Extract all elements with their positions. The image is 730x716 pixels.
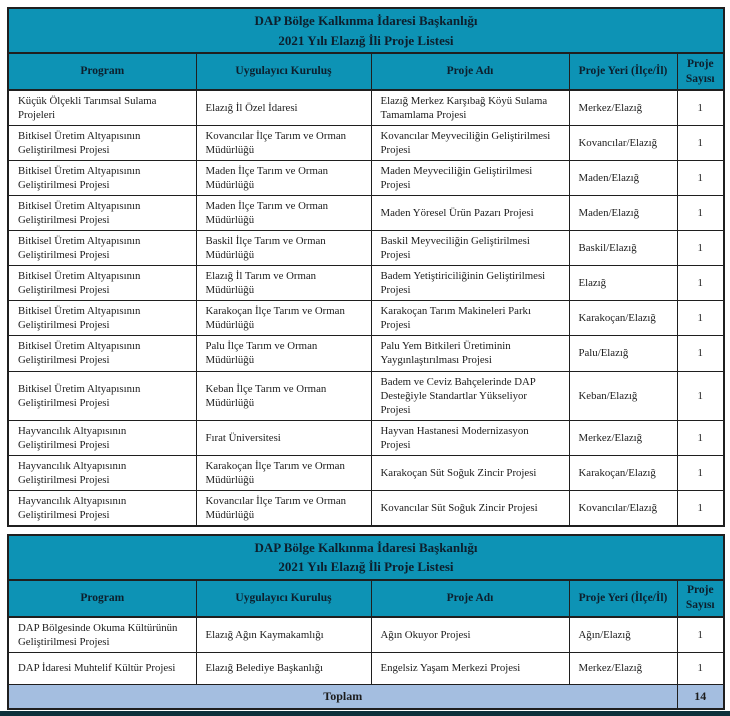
- cell-kurulus: Elazığ İl Tarım ve Orman Müdürlüğü: [196, 266, 371, 301]
- cell-kurulus: Karakoçan İlçe Tarım ve Orman Müdürlüğü: [196, 455, 371, 490]
- cell-proje-yeri: Merkez/Elazığ: [569, 652, 677, 684]
- col-header-kurulus: Uygulayıcı Kuruluş: [196, 580, 371, 617]
- col-header-proje-sayisi: Proje Sayısı: [677, 53, 724, 90]
- cell-proje-yeri: Maden/Elazığ: [569, 196, 677, 231]
- table-row: [8, 231, 724, 266]
- cell-proje-sayisi: 1: [677, 652, 724, 684]
- cell-program: Bitkisel Üretim Altyapısının Geliştirilmesi Projesi: [8, 336, 196, 371]
- cell-kurulus: Elazığ Belediye Başkanlığı: [196, 652, 371, 684]
- col-header-proje-yeri: Proje Yeri (İlçe/İl): [569, 580, 677, 617]
- cell-proje-yeri: Merkez/Elazığ: [569, 420, 677, 455]
- cell-kurulus: Kovancılar İlçe Tarım ve Orman Müdürlüğü: [196, 126, 371, 161]
- cell-proje-sayisi: 1: [677, 420, 724, 455]
- cell-proje-yeri: Baskil/Elazığ: [569, 231, 677, 266]
- cell-proje-adi: Karakoçan Süt Soğuk Zincir Projesi: [371, 455, 569, 490]
- table-row: [8, 161, 724, 196]
- table1-title-line2: 2021 Yılı Elazığ İli Proje Listesi: [278, 32, 454, 48]
- project-table-2: [7, 534, 725, 711]
- cell-program: Hayvancılık Altyapısının Geliştirilmesi Projesi: [8, 455, 196, 490]
- col-header-proje-adi: Proje Adı: [371, 53, 569, 90]
- col-header-proje-adi: Proje Adı: [371, 580, 569, 617]
- cell-proje-adi: Badem ve Ceviz Bahçelerinde DAP Desteğiyle Standartlar Yükseliyor Projesi: [371, 371, 569, 420]
- cell-program: Bitkisel Üretim Altyapısının Geliştirilmesi Projesi: [8, 126, 196, 161]
- cell-proje-adi: Kovancılar Süt Soğuk Zincir Projesi: [371, 490, 569, 526]
- cell-proje-yeri: Kovancılar/Elazığ: [569, 126, 677, 161]
- cell-proje-sayisi: 1: [677, 231, 724, 266]
- cell-program: Bitkisel Üretim Altyapısının Geliştirilmesi Projesi: [8, 266, 196, 301]
- cell-proje-sayisi: 1: [677, 161, 724, 196]
- cell-kurulus: Karakoçan İlçe Tarım ve Orman Müdürlüğü: [196, 301, 371, 336]
- cell-proje-sayisi: 1: [677, 90, 724, 126]
- cell-program: Bitkisel Üretim Altyapısının Geliştirilmesi Projesi: [8, 161, 196, 196]
- cell-proje-sayisi: 1: [677, 336, 724, 371]
- cell-proje-sayisi: 1: [677, 301, 724, 336]
- cell-kurulus: Maden İlçe Tarım ve Orman Müdürlüğü: [196, 196, 371, 231]
- table-row: [8, 90, 724, 126]
- cell-proje-adi: Kovancılar Meyveciliğin Geliştirilmesi Projesi: [371, 126, 569, 161]
- cell-kurulus: Baskil İlçe Tarım ve Orman Müdürlüğü: [196, 231, 371, 266]
- table-row: [8, 126, 724, 161]
- cell-program: Bitkisel Üretim Altyapısının Geliştirilmesi Projesi: [8, 196, 196, 231]
- table1-title-line1: DAP Bölge Kalkınma İdaresi Başkanlığı: [254, 13, 478, 28]
- cell-proje-yeri: Keban/Elazığ: [569, 371, 677, 420]
- cell-kurulus: Elazığ İl Özel İdaresi: [196, 90, 371, 126]
- cell-program: Hayvancılık Altyapısının Geliştirilmesi Projesi: [8, 490, 196, 526]
- cell-kurulus: Fırat Üniversitesi: [196, 420, 371, 455]
- cell-proje-sayisi: 1: [677, 196, 724, 231]
- project-table-1: [7, 7, 725, 527]
- cell-proje-yeri: Kovancılar/Elazığ: [569, 490, 677, 526]
- cell-proje-adi: Baskil Meyveciliğin Geliştirilmesi Projesi: [371, 231, 569, 266]
- total-label: Toplam: [8, 684, 677, 709]
- cell-proje-adi: Ağın Okuyor Projesi: [371, 617, 569, 653]
- cell-kurulus: Palu İlçe Tarım ve Orman Müdürlüğü: [196, 336, 371, 371]
- col-header-proje-sayisi: Proje Sayısı: [677, 580, 724, 617]
- total-value: 14: [677, 684, 724, 709]
- cell-proje-yeri: Karakoçan/Elazığ: [569, 455, 677, 490]
- cell-proje-sayisi: 1: [677, 371, 724, 420]
- cell-proje-sayisi: 1: [677, 455, 724, 490]
- col-header-kurulus: Uygulayıcı Kuruluş: [196, 53, 371, 90]
- cell-proje-adi: Maden Meyveciliğin Geliştirilmesi Projesi: [371, 161, 569, 196]
- cell-kurulus: Maden İlçe Tarım ve Orman Müdürlüğü: [196, 161, 371, 196]
- table2-title: [8, 535, 724, 580]
- cell-proje-yeri: Palu/Elazığ: [569, 336, 677, 371]
- cell-proje-adi: Elazığ Merkez Karşıbağ Köyü Sulama Tamamlama Projesi: [371, 90, 569, 126]
- table-row: [8, 301, 724, 336]
- cell-proje-sayisi: 1: [677, 266, 724, 301]
- cell-proje-yeri: Elazığ: [569, 266, 677, 301]
- table1-title-row: [8, 8, 724, 53]
- table-row: [8, 420, 724, 455]
- cell-proje-adi: Hayvan Hastanesi Modernizasyon Projesi: [371, 420, 569, 455]
- cell-proje-adi: Engelsiz Yaşam Merkezi Projesi: [371, 652, 569, 684]
- table-row: [8, 371, 724, 420]
- table-row: [8, 196, 724, 231]
- cell-program: Bitkisel Üretim Altyapısının Geliştirilmesi Projesi: [8, 231, 196, 266]
- cell-program: Küçük Ölçekli Tarımsal Sulama Projeleri: [8, 90, 196, 126]
- bottom-divider-bar: [0, 711, 730, 716]
- cell-proje-sayisi: 1: [677, 617, 724, 653]
- cell-proje-yeri: Merkez/Elazığ: [569, 90, 677, 126]
- cell-kurulus: Kovancılar İlçe Tarım ve Orman Müdürlüğü: [196, 490, 371, 526]
- cell-proje-sayisi: 1: [677, 126, 724, 161]
- table-row: [8, 455, 724, 490]
- table2-title-line1: DAP Bölge Kalkınma İdaresi Başkanlığı: [254, 539, 478, 555]
- cell-proje-yeri: Ağın/Elazığ: [569, 617, 677, 653]
- table-row: [8, 490, 724, 526]
- cell-kurulus: Elazığ Ağın Kaymakamlığı: [196, 617, 371, 653]
- cell-kurulus: Keban İlçe Tarım ve Orman Müdürlüğü: [196, 371, 371, 420]
- cell-proje-yeri: Maden/Elazığ: [569, 161, 677, 196]
- table-row: [8, 266, 724, 301]
- cell-proje-yeri: Karakoçan/Elazığ: [569, 301, 677, 336]
- table-row: [8, 652, 724, 684]
- cell-proje-adi: Maden Yöresel Ürün Pazarı Projesi: [371, 196, 569, 231]
- cell-program: Bitkisel Üretim Altyapısının Geliştirilmesi Projesi: [8, 371, 196, 420]
- total-row: [8, 684, 724, 709]
- cell-proje-adi: Badem Yetiştiriciliğinin Geliştirilmesi Projesi: [371, 266, 569, 301]
- cell-program: DAP Bölgesinde Okuma Kültürünün Geliştirilmesi Projesi: [8, 617, 196, 653]
- table1-body: [8, 90, 724, 526]
- col-header-proje-yeri: Proje Yeri (İlçe/İl): [569, 53, 677, 90]
- cell-program: Bitkisel Üretim Altyapısının Geliştirilmesi Projesi: [8, 301, 196, 336]
- table-row: [8, 336, 724, 371]
- cell-proje-adi: Karakoçan Tarım Makineleri Parkı Projesi: [371, 301, 569, 336]
- cell-proje-adi: Palu Yem Bitkileri Üretiminin Yaygınlaştırılması Projesi: [371, 336, 569, 371]
- table1-column-header-row: [8, 53, 724, 90]
- col-header-program: Program: [8, 580, 196, 617]
- col-header-program: Program: [8, 53, 196, 90]
- table2-body: [8, 617, 724, 685]
- cell-program: DAP İdaresi Muhtelif Kültür Projesi: [8, 652, 196, 684]
- table2-column-header-row: [8, 580, 724, 617]
- table-row: [8, 617, 724, 653]
- cell-proje-sayisi: 1: [677, 490, 724, 526]
- cell-program: Hayvancılık Altyapısının Geliştirilmesi Projesi: [8, 420, 196, 455]
- table2-title-line2: 2021 Yılı Elazığ İli Proje Listesi: [278, 559, 454, 575]
- table1-title: [8, 8, 724, 53]
- table2-title-row: [8, 535, 724, 580]
